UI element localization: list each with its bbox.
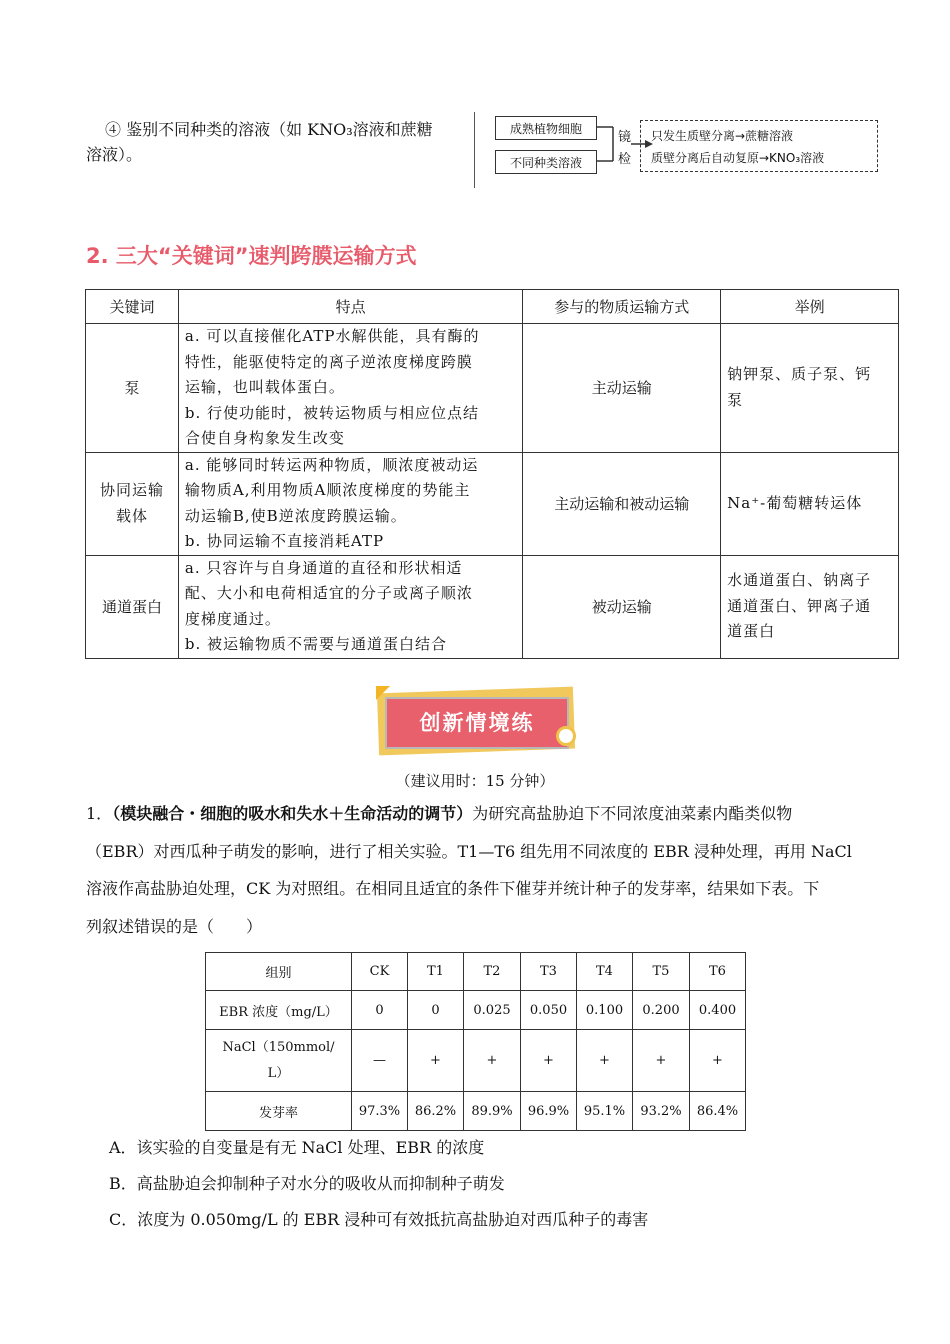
table-row: [206, 991, 746, 1030]
section-banner: 创新情境练: [385, 697, 569, 749]
mode-cell: 被动运输: [523, 555, 721, 658]
example-line: 通道蛋白、钾离子通: [727, 596, 872, 615]
diagram-result-1: 只发生质壁分离→蔗糖溶液: [651, 129, 794, 143]
example-line: 泵: [727, 390, 744, 409]
example-cell: [721, 452, 899, 555]
feature-line: 配、大小和电荷相适宜的分子或离子顺浓: [184, 584, 473, 602]
feature-line: b. 被运输物质不需要与通道蛋白结合: [184, 635, 448, 653]
question-tag: （模块融合・细胞的吸水和失水＋生命活动的调节）: [112, 804, 473, 823]
feature-line: 特性，能驱使特定的离子逆浓度梯度跨膜: [184, 352, 473, 371]
keyword-line: 协同运输: [99, 481, 164, 499]
time-hint: （建议用时：15 分钟）: [395, 772, 555, 790]
table-cell: 86.2%: [408, 1092, 464, 1131]
table-cell: 93.2%: [633, 1092, 690, 1131]
list-item-4-cont: 溶液）。: [86, 145, 143, 164]
table-cell: T3: [521, 953, 577, 991]
table-cell: 89.9%: [464, 1092, 521, 1131]
table-cell: +: [690, 1030, 746, 1092]
table-row: [86, 324, 899, 453]
example-line: 钠钾泵、质子泵、钙: [727, 365, 872, 384]
section-title: 2. 三大“关键词”速判跨膜运输方式: [86, 244, 417, 268]
mode-cell: 主动运输和被动运输: [523, 452, 721, 555]
option-c: C．浓度为 0.050mg/L 的 EBR 浸种可有效抵抗高盐胁迫对西瓜种子的毒害: [109, 1210, 649, 1229]
row-label-line: NaCl（150mmol/: [222, 1039, 335, 1055]
example-line: 水通道蛋白、钠离子: [727, 571, 872, 590]
transport-table: [85, 289, 899, 659]
table-cell: 0: [352, 991, 408, 1030]
example-line: 道蛋白: [727, 622, 776, 641]
table-cell: T2: [464, 953, 521, 991]
table-cell: 96.9%: [521, 1092, 577, 1131]
feature-line: 动运输B,使B逆浓度跨膜运输。: [184, 506, 407, 525]
table-header-row: [86, 290, 899, 324]
table-cell: +: [633, 1030, 690, 1092]
table-cell: +: [408, 1030, 464, 1092]
table-row: [206, 1092, 746, 1131]
table-header: 关键词: [86, 290, 179, 324]
feature-line: b. 行使功能时，被转运物质与相应位点结: [184, 403, 480, 422]
table-cell: 86.4%: [690, 1092, 746, 1131]
column-divider: [474, 112, 475, 188]
banner-ring-icon: [556, 726, 576, 746]
table-cell: 0.400: [690, 991, 746, 1030]
table-header: 举例: [721, 290, 899, 324]
table-row: [206, 1030, 746, 1092]
row-label: 组别: [206, 953, 352, 991]
table-row: [86, 555, 899, 658]
question-stem: [86, 802, 792, 826]
question-text: 溶液作高盐胁迫处理，CK 为对照组。在相同且适宜的条件下催芽并统计种子的发芽率，结果如下表。下: [86, 879, 820, 898]
diagram-box-solution: 不同种类溶液: [495, 150, 597, 174]
feature-line: 运输，也叫载体蛋白。: [184, 378, 345, 396]
question-text: 列叙述错误的是（ ）: [86, 917, 263, 936]
feature-line: b. 协同运输不直接消耗ATP: [184, 532, 385, 550]
table-cell: 0.050: [521, 991, 577, 1030]
feature-line: 度梯度通过。: [184, 609, 281, 628]
table-cell: 0.025: [464, 991, 521, 1030]
feature-line: a. 只容许与自身通道的直径和形状相适: [184, 558, 463, 577]
example-cell: [721, 324, 899, 453]
diagram-result-box: [640, 120, 878, 172]
table-cell: T1: [408, 953, 464, 991]
table-cell: 95.1%: [577, 1092, 633, 1131]
diagram-box-cell: 成熟植物细胞: [495, 116, 597, 140]
table-cell: T4: [577, 953, 633, 991]
banner-corner-icon: [376, 686, 390, 700]
table-cell: T6: [690, 953, 746, 991]
diagram-result-2: 质壁分离后自动复原→KNO₃溶液: [651, 151, 825, 165]
table-cell: 0.200: [633, 991, 690, 1030]
row-label: 发芽率: [206, 1092, 352, 1131]
table-cell: CK: [352, 953, 408, 991]
feature-line: a. 可以直接催化ATP水解供能，具有酶的: [184, 327, 480, 345]
feature-line: a. 能够同时转运两种物质，顺浓度被动运: [184, 455, 479, 474]
example-line: Na⁺-葡萄糖转运体: [727, 493, 863, 512]
feature-cell: [178, 324, 523, 453]
diagram-method-2: 检: [618, 152, 632, 167]
table-header: 特点: [178, 290, 523, 324]
table-cell: T5: [633, 953, 690, 991]
list-item-4: ④ 鉴别不同种类的溶液（如 KNO₃溶液和蔗糖: [105, 120, 433, 139]
row-label: [206, 1030, 352, 1092]
table-header: 参与的物质运输方式: [523, 290, 721, 324]
feature-cell: [178, 555, 523, 658]
option-a: A．该实验的自变量是有无 NaCl 处理、EBR 的浓度: [109, 1138, 485, 1157]
keyword-cell: 通道蛋白: [86, 555, 179, 658]
row-label: EBR 浓度（mg/L）: [206, 991, 352, 1030]
feature-line: 输物质A,利用物质A顺浓度梯度的势能主: [184, 481, 471, 499]
table-cell: +: [577, 1030, 633, 1092]
question-number: 1．: [86, 804, 113, 823]
mode-cell: 主动运输: [523, 324, 721, 453]
question-text: （EBR）对西瓜种子萌发的影响，进行了相关实验。T1—T6 组先用不同浓度的 EBR 浸种处理，再用 NaCl: [86, 842, 852, 861]
table-cell: —: [352, 1030, 408, 1092]
table-row: [86, 452, 899, 555]
option-b: B．高盐胁迫会抑制种子对水分的吸收从而抑制种子萌发: [109, 1174, 505, 1193]
table-cell: +: [521, 1030, 577, 1092]
table-cell: 0: [408, 991, 464, 1030]
feature-cell: [178, 452, 523, 555]
example-cell: [721, 555, 899, 658]
keyword-cell: [86, 452, 179, 555]
keyword-line: 载体: [115, 506, 148, 525]
question-text: 为研究高盐胁迫下不同浓度油菜素内酯类似物: [472, 804, 793, 823]
table-row: [206, 953, 746, 991]
keyword-cell: 泵: [86, 324, 179, 453]
table-cell: 97.3%: [352, 1092, 408, 1131]
experiment-table: [205, 952, 746, 1131]
feature-line: 合使自身构象发生改变: [184, 429, 345, 447]
table-cell: 0.100: [577, 991, 633, 1030]
table-cell: +: [464, 1030, 521, 1092]
diagram-method-1: 镜: [618, 130, 632, 145]
row-label-line: L）: [267, 1065, 290, 1081]
